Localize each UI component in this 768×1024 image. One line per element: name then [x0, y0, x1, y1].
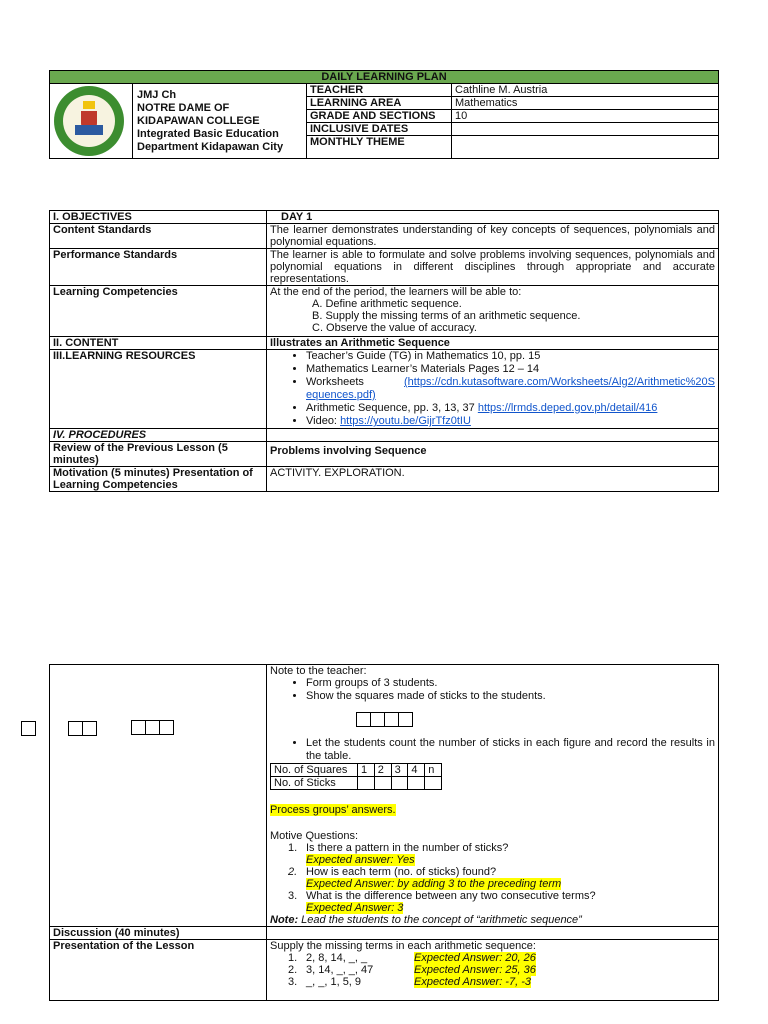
- school-seal-logo: [54, 86, 124, 156]
- activity-cell: [267, 665, 719, 927]
- activity-bullet: • Form groups of 3 students.: [306, 677, 715, 690]
- motive-label: Motive Questions:: [270, 830, 359, 842]
- performance-standards-text: The learner is able to formulate and solve problems involving sequences, polynomials and polynomial equations in different disciplines through appropriate and accurate representations.: [267, 249, 719, 286]
- header-table: [49, 70, 719, 159]
- worksheet-link[interactable]: (https://cdn.kutasoftware.com/Worksheets/Alg2/Arithmetic%20Sequences.pdf): [306, 376, 715, 401]
- competencies-intro: At the end of the period, the learners will be able to:: [270, 286, 522, 298]
- teacher-note: Note: Lead the students to the concept of “arithmetic sequence”: [270, 914, 582, 926]
- competency-a: A. Define arithmetic sequence.: [312, 298, 462, 310]
- resource-item: • Teacher’s Guide (TG) in Mathematics 10, pp. 15: [306, 350, 715, 363]
- learning-area-value: Mathematics: [452, 97, 719, 110]
- col-4: 4: [408, 764, 425, 777]
- note-heading: Note to the teacher:: [270, 665, 367, 677]
- video-link[interactable]: https://youtu.be/GijrTfz0tIU: [340, 415, 471, 427]
- plan-table: [49, 210, 719, 492]
- resource-item: • Arithmetic Sequence, pp. 3, 13, 37 https://lrmds.deped.gov.ph/detail/416: [306, 402, 715, 415]
- procedures-label: IV. PROCEDURES: [50, 429, 267, 442]
- plan-title: DAILY LEARNING PLAN: [50, 71, 719, 84]
- grade-label: GRADE AND SECTIONS: [307, 110, 452, 123]
- learning-area-label: LEARNING AREA: [307, 97, 452, 110]
- competencies-label: Learning Competencies: [50, 286, 267, 337]
- resource-item: • Video: https://youtu.be/GijrTfz0tIU: [306, 415, 715, 428]
- competency-c: C. Observe the value of accuracy.: [312, 322, 477, 334]
- content-text: Illustrates an Arithmetic Sequence: [267, 337, 719, 350]
- logo-cell: [50, 84, 133, 159]
- col-2: 2: [374, 764, 391, 777]
- discussion-label: Discussion (40 minutes): [50, 927, 267, 940]
- sticks-row-label: No. of Sticks: [271, 777, 358, 790]
- day-label: DAY 1: [267, 211, 719, 224]
- theme-label: MONTHLY THEME: [307, 136, 452, 159]
- motive-questions: 1. Is there a pattern in the number of sticks? Expected answer: Yes 2. How is each term (no. of sticks) found? Expected Answer: by adding 3 to the preceding term 3. What is the difference between any two consecutive terms? Expected Answer: 3: [288, 842, 596, 914]
- col-n: n: [425, 764, 442, 777]
- school-name: JMJ Ch NOTRE DAME OF KIDAPAWAN COLLEGE Integrated Basic Education Department Kidapawan City: [133, 84, 307, 159]
- theme-value: [452, 136, 719, 159]
- col-1: 1: [358, 764, 375, 777]
- sticks-table: [270, 763, 442, 790]
- presentation-cell: Supply the missing terms in each arithmetic sequence: 1. 2, 8, 14, _, _ Expected Answer: 20, 26 2. 3, 14, _, _, 47 Expected Answer: 25, 36 3. _, _, 1, 5, 9 Expected Answer: -7, -3: [267, 940, 719, 1001]
- resource-item: • Mathematics Learner’s Materials Pages 12 – 14: [306, 363, 715, 376]
- content-standards-label: Content Standards: [50, 224, 267, 249]
- four-squares-figure: [270, 703, 715, 737]
- presentation-label: Presentation of the Lesson: [50, 940, 267, 1001]
- performance-standards-label: Performance Standards: [50, 249, 267, 286]
- teacher-label: TEACHER: [307, 84, 452, 97]
- activity-bullet: • Show the squares made of sticks to the students.: [306, 690, 715, 703]
- resource-item: • Worksheets (https://cdn.kutasoftware.com/Worksheets/Alg2/Arithmetic%20Sequences.pdf): [306, 376, 715, 402]
- activity-table: [49, 664, 719, 1001]
- dates-value: [452, 123, 719, 136]
- review-label: Review of the Previous Lesson (5 minutes): [50, 442, 267, 467]
- review-text: Problems involving Sequence: [267, 442, 719, 467]
- supply-instruction: Supply the missing terms in each arithmetic sequence:: [270, 940, 536, 952]
- content-label: II. CONTENT: [50, 337, 267, 350]
- competency-b: B. Supply the missing terms of an arithmetic sequence.: [312, 310, 581, 322]
- grade-value: 10: [452, 110, 719, 123]
- motivation-label: Motivation (5 minutes) Presentation of Learning Competencies: [50, 467, 267, 492]
- competencies-cell: [267, 286, 719, 337]
- process-answers: Process groups’ answers.: [270, 804, 396, 816]
- motivation-text: ACTIVITY. EXPLORATION.: [267, 467, 719, 492]
- resources-cell: [267, 350, 719, 429]
- squares-row-label: No. of Squares: [271, 764, 358, 777]
- one-square-figure: [21, 721, 36, 736]
- objectives-label: I. OBJECTIVES: [50, 211, 267, 224]
- dates-label: INCLUSIVE DATES: [307, 123, 452, 136]
- lrmds-link[interactable]: https://lrmds.deped.gov.ph/detail/416: [477, 402, 658, 414]
- teacher-value: Cathline M. Austria: [452, 84, 719, 97]
- content-standards-text: The learner demonstrates understanding of key concepts of sequences, polynomials and polynomial equations.: [267, 224, 719, 249]
- resources-label: III.LEARNING RESOURCES: [50, 350, 267, 429]
- col-3: 3: [391, 764, 408, 777]
- count-instruction: • Let the students count the number of sticks in each figure and record the results in the table.: [306, 737, 715, 763]
